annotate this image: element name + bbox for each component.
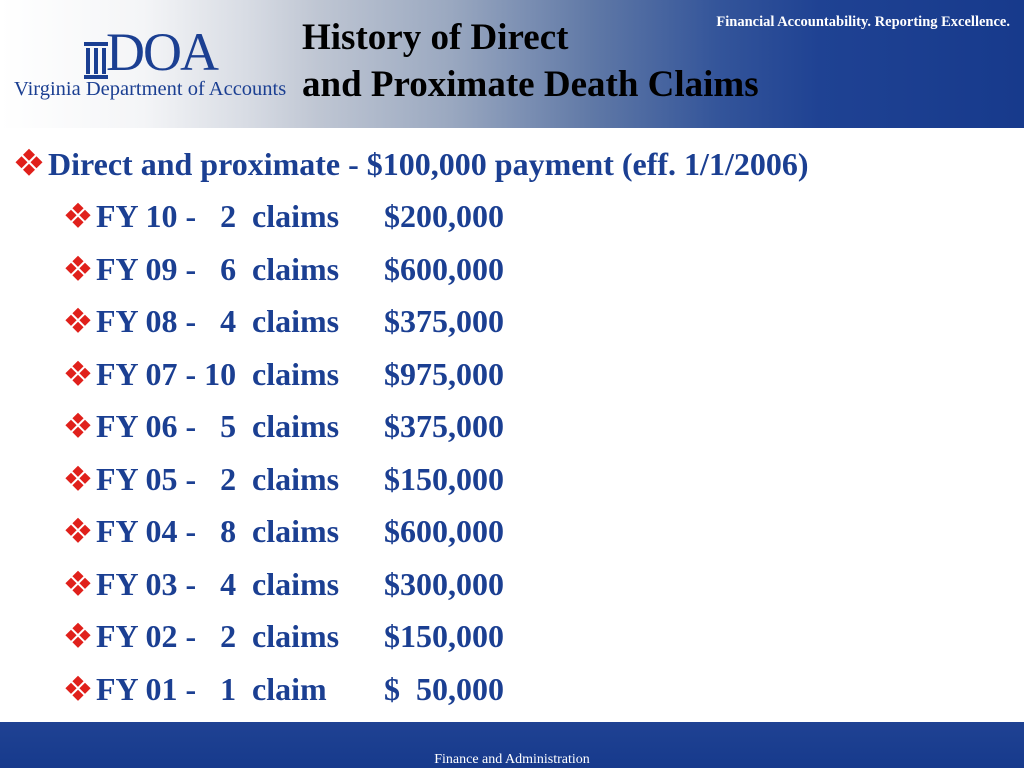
claims-row xyxy=(64,564,504,604)
claims-row xyxy=(64,669,504,709)
claims-amount: $375,000 xyxy=(384,408,504,444)
claims-amount: $975,000 xyxy=(384,355,504,392)
title-line-2: and Proximate Death Claims xyxy=(302,64,759,105)
fiscal-year-label: FY 01 - 1 xyxy=(96,670,237,707)
main-bullet-text: Direct and proximate - $100,000 payment (eff. 1/1/2006) xyxy=(48,146,809,182)
claims-amount: $150,000 xyxy=(384,618,504,654)
claims-row xyxy=(64,406,504,446)
claims-word: claims xyxy=(252,355,340,392)
four-diamond-bullet-icon xyxy=(64,622,92,650)
claims-row xyxy=(64,354,504,394)
logo-org-name: Virginia Department of Accounts xyxy=(14,78,287,100)
claims-amount: $200,000 xyxy=(384,198,504,234)
claims-word: claims xyxy=(252,460,340,497)
claims-row xyxy=(64,616,504,656)
claims-amount: $600,000 xyxy=(384,250,504,287)
fiscal-year-label: FY 07 - 10 xyxy=(96,355,237,392)
claims-amount: $375,000 xyxy=(384,303,504,339)
fiscal-year-label: FY 04 - 8 xyxy=(96,513,237,549)
claims-word: claims xyxy=(252,513,340,549)
claims-word: claims xyxy=(252,303,340,339)
main-bullet xyxy=(14,144,808,184)
claims-amount: $600,000 xyxy=(384,513,504,549)
fiscal-year-label: FY 06 - 5 xyxy=(96,408,237,444)
fiscal-year-label: FY 03 - 4 xyxy=(96,565,237,602)
claims-amount: $150,000 xyxy=(384,460,504,497)
claims-row xyxy=(64,459,504,499)
four-diamond-bullet-icon xyxy=(64,202,92,230)
claims-amount: $300,000 xyxy=(384,565,504,602)
claims-amount: $ 50,000 xyxy=(384,670,504,707)
four-diamond-bullet-icon xyxy=(64,307,92,335)
logo-letters: DOA xyxy=(106,22,217,82)
fiscal-year-label: FY 08 - 4 xyxy=(96,303,237,339)
claims-row xyxy=(64,301,504,341)
footer-text: Finance and Administration xyxy=(434,752,590,767)
fiscal-year-label: FY 05 - 2 xyxy=(96,460,237,497)
title-line-1: History of Direct xyxy=(302,17,569,58)
four-diamond-bullet-icon xyxy=(64,412,92,440)
four-diamond-bullet-icon xyxy=(14,148,44,178)
four-diamond-bullet-icon xyxy=(64,517,92,545)
claims-word: claims xyxy=(252,250,340,287)
claims-word: claims xyxy=(252,565,340,602)
claims-word: claims xyxy=(252,408,340,444)
claims-word: claims xyxy=(252,618,340,654)
four-diamond-bullet-icon xyxy=(64,675,92,703)
claims-word: claim xyxy=(252,670,327,707)
footer-bar xyxy=(0,722,1024,768)
claims-row xyxy=(64,249,504,289)
fiscal-year-label: FY 09 - 6 xyxy=(96,250,237,287)
four-diamond-bullet-icon xyxy=(64,465,92,493)
claims-word: claims xyxy=(252,198,340,234)
four-diamond-bullet-icon xyxy=(64,570,92,598)
claims-row xyxy=(64,511,504,551)
four-diamond-bullet-icon xyxy=(64,360,92,388)
fiscal-year-label: FY 10 - 2 xyxy=(96,198,237,234)
claims-row xyxy=(64,196,504,236)
tagline: Financial Accountability. Reporting Excellence. xyxy=(716,14,1010,30)
four-diamond-bullet-icon xyxy=(64,255,92,283)
fiscal-year-label: FY 02 - 2 xyxy=(96,618,237,654)
